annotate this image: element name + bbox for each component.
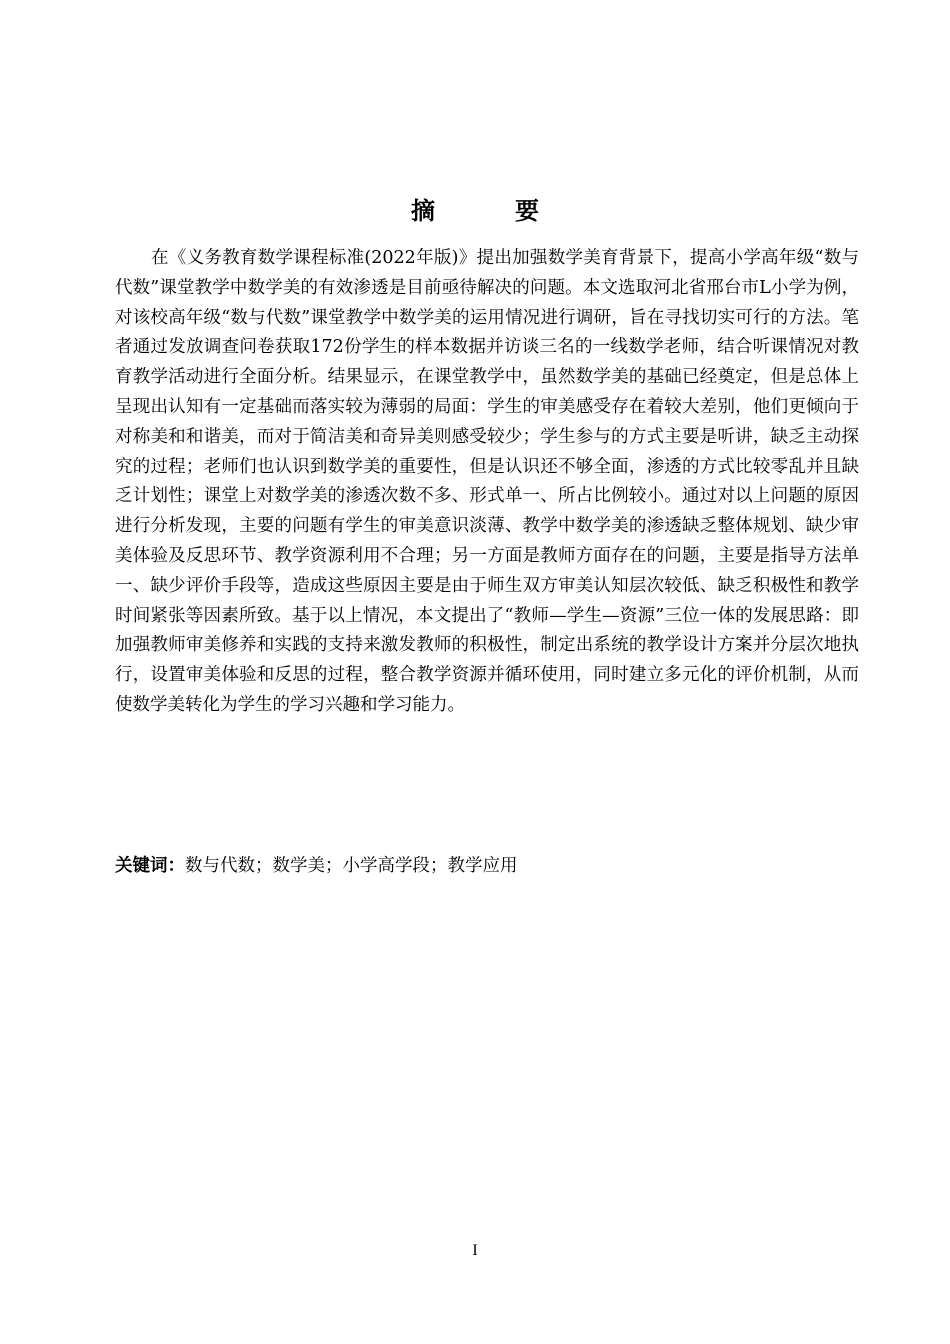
page-title: 摘 要 <box>411 197 567 226</box>
keywords-list: 数与代数；数学美；小学高学段；教学应用 <box>185 856 518 876</box>
abstract-paragraph: 在《义务教育数学课程标准(2022年版)》提出加强数学美育背景下，提高小学高年级“数与代数”课堂教学中数学美的有效渗透是目前亟待解决的问题。本文选取河北省邢台市L小学为例，对该校高年级“数与代数”课堂教学中数学美的运用情况进行调研，旨在寻找切实可行的方法。笔者通过发放调查问卷获取172份学生的样本数据并访谈三名的一线数学老师，结合听课情况对教育教学活动进行全面分析。结果显示，在课堂教学中，虽然数学美的基础已经奠定，但是总体上呈现出认知有一定基础而落实较为薄弱的局面：学生的审美感受存在着较大差别，他们更倾向于对称美和和谐美，而对于简洁美和奇异美则感受较少；学生参与的方式主要是听讲，缺乏主动探究的过程；老师们也认识到数学美的重要性，但是认识还不够全面，渗透的方式比较零乱并且缺乏计划性；课堂上对数学美的渗透次数不多、形式单一、所占比例较小。通过对以上问题的原因进行分析发现，主要的问题有学生的审美意识淡薄、教学中数学美的渗透缺乏整体规划、缺少审美体验及反思环节、教学资源利用不合理；另一方面是教师方面存在的问题，主要是指导方法单一、缺少评价手段等，造成这些原因主要是由于师生双方审美认知层次较低、缺乏积极性和教学时间紧张等因素所致。基于以上情况，本文提出了“教师—学生—资源”三位一体的发展思路：即加强教师审美修养和实践的支持来激发教师的积极性，制定出系统的教学设计方案并分层次地执行，设置审美体验和反思的过程，整合教学资源并循环使用，同时建立多元化的评价机制，从而使数学美转化为学生的学习兴趣和学习能力。 <box>115 248 859 715</box>
keywords-line <box>115 851 859 881</box>
keywords-label: 关键词： <box>115 856 185 876</box>
page-number: I <box>472 1242 478 1259</box>
